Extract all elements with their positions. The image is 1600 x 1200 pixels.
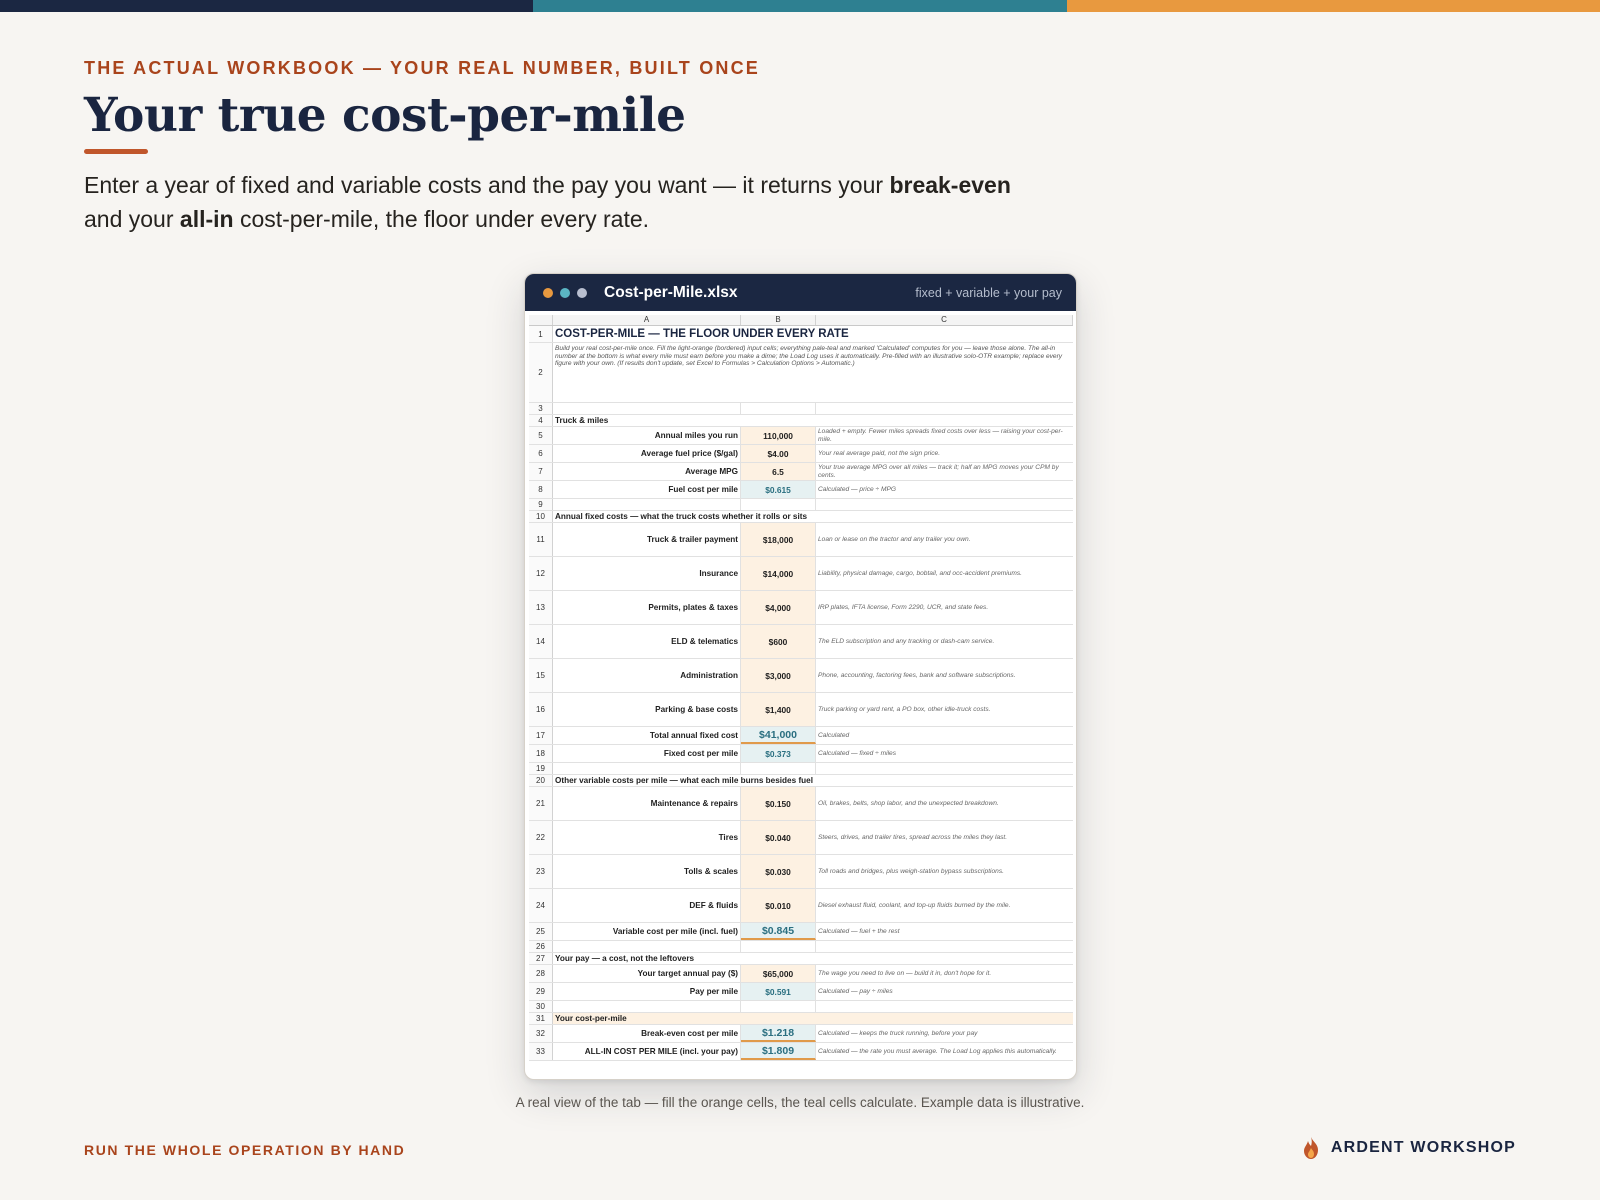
table-row <box>529 591 1073 625</box>
table-row <box>529 659 1073 693</box>
input-cell[interactable]: $0.030 <box>741 855 816 888</box>
row-label[interactable]: ALL-IN COST PER MILE (incl. your pay) <box>553 1043 741 1060</box>
empty-cell[interactable] <box>816 763 1073 774</box>
row-number: 8 <box>529 481 553 498</box>
blank-row <box>529 403 1073 415</box>
section-label[interactable]: Your cost-per-mile <box>553 1013 1073 1024</box>
input-cell[interactable]: $65,000 <box>741 965 816 982</box>
blank-row <box>529 499 1073 511</box>
table-row <box>529 727 1073 745</box>
calculated-cell[interactable]: $0.845 <box>741 923 816 940</box>
empty-cell[interactable] <box>741 403 816 414</box>
top-color-bar <box>0 0 1600 12</box>
row-number: 1 <box>529 326 553 342</box>
row-number: 7 <box>529 463 553 480</box>
column-header-corner <box>529 315 553 325</box>
column-header-row <box>529 315 1073 326</box>
row-note[interactable]: Liability, physical damage, cargo, bobtail, and occ-accident premiums. <box>818 569 1023 577</box>
brand-name: ARDENT WORKSHOP <box>1330 1139 1516 1156</box>
window-dot-orange-icon <box>543 288 553 298</box>
row-note[interactable]: Steers, drives, and trailer tires, spread across the miles they last. <box>818 833 1008 841</box>
table-row <box>529 1025 1073 1043</box>
row-note[interactable]: The ELD subscription and any tracking or dash-cam service. <box>818 637 995 645</box>
row-number: 27 <box>529 953 553 964</box>
empty-cell[interactable] <box>553 499 741 510</box>
table-row <box>529 923 1073 941</box>
row-number: 26 <box>529 941 553 952</box>
empty-cell[interactable] <box>816 1001 1073 1012</box>
calculated-cell[interactable]: $0.591 <box>741 983 816 1000</box>
row-number: 18 <box>529 745 553 762</box>
row-number: 28 <box>529 965 553 982</box>
row-note[interactable]: IRP plates, IFTA license, Form 2290, UCR, and state fees. <box>818 603 989 611</box>
empty-cell[interactable] <box>741 499 816 510</box>
sheet-description[interactable]: Build your real cost-per-mile once. Fill the light-orange (bordered) input cells; everything pale-teal and marked 'Calculated' computes for you — leave those alone. The all-in number at the bottom is what every mile must earn before you make a dime; the Load Log uses it automatically. Pre-filled with an illustrative solo-OTR example; replace every figure with your own. (If results don't update, set Excel to Formulas > Calculation Options > Automatic.) <box>555 345 1063 368</box>
table-row <box>529 523 1073 557</box>
lede-bold-breakeven: break-even <box>889 172 1011 198</box>
page-title: Your true cost-per-mile <box>84 88 686 143</box>
sheet-title[interactable]: COST-PER-MILE — THE FLOOR UNDER EVERY RATE <box>555 328 849 340</box>
row-note[interactable]: Calculated — price ÷ MPG <box>818 485 897 493</box>
table-row <box>529 787 1073 821</box>
row-label[interactable]: Truck & trailer payment <box>553 523 741 556</box>
row-label[interactable]: Administration <box>553 659 741 692</box>
table-row <box>529 745 1073 763</box>
row-number: 17 <box>529 727 553 744</box>
row-note[interactable]: Loaded + empty. Fewer miles spreads fixed costs over less — raising your cost-per-mile. <box>818 428 1063 443</box>
row-number: 9 <box>529 499 553 510</box>
flame-icon <box>1301 1136 1321 1160</box>
row-label[interactable]: Maintenance & repairs <box>553 787 741 820</box>
input-cell[interactable]: $3,000 <box>741 659 816 692</box>
row-number: 21 <box>529 787 553 820</box>
row-note[interactable]: Your real average paid, not the sign price. <box>818 449 941 457</box>
row-label[interactable]: Tolls & scales <box>553 855 741 888</box>
row-label[interactable]: Parking & base costs <box>553 693 741 726</box>
row-label[interactable]: Pay per mile <box>553 983 741 1000</box>
table-row <box>529 557 1073 591</box>
row-label[interactable]: Average MPG <box>553 463 741 480</box>
row-note[interactable]: Loan or lease on the tractor and any trailer you own. <box>818 535 971 543</box>
row-number: 29 <box>529 983 553 1000</box>
row-number: 4 <box>529 415 553 426</box>
row-label[interactable]: DEF & fluids <box>553 889 741 922</box>
footer-tagline: RUN THE WHOLE OPERATION BY HAND <box>84 1142 406 1158</box>
section-row <box>529 775 1073 787</box>
top-bar-navy <box>0 0 533 12</box>
row-label[interactable]: Total annual fixed cost <box>553 727 741 744</box>
row-note[interactable]: Calculated — the rate you must average. The Load Log applies this automatically. <box>818 1047 1057 1055</box>
empty-cell[interactable] <box>553 763 741 774</box>
input-cell[interactable]: $1,400 <box>741 693 816 726</box>
window-filename: Cost-per-Mile.xlsx <box>604 283 738 301</box>
row-number: 13 <box>529 591 553 624</box>
row-number: 12 <box>529 557 553 590</box>
title-underline <box>84 149 148 154</box>
calculated-cell[interactable]: $1.809 <box>741 1043 816 1060</box>
empty-cell[interactable] <box>816 941 1073 952</box>
input-cell[interactable]: $0.040 <box>741 821 816 854</box>
row-number: 22 <box>529 821 553 854</box>
row-number: 24 <box>529 889 553 922</box>
window-dot-teal-icon <box>560 288 570 298</box>
blank-row <box>529 941 1073 953</box>
row-number: 6 <box>529 445 553 462</box>
section-label[interactable]: Annual fixed costs — what the truck costs whether it rolls or sits <box>555 512 808 521</box>
table-row <box>529 983 1073 1001</box>
row-note[interactable]: Calculated — fuel + the rest <box>818 927 900 935</box>
row-note[interactable]: Toll roads and bridges, plus weigh-station bypass subscriptions. <box>818 867 1004 875</box>
row-note[interactable]: Your true average MPG over all miles — track it; half an MPG moves your CPM by cents. <box>818 464 1059 479</box>
calculated-cell[interactable]: $0.615 <box>741 481 816 498</box>
row-note[interactable]: The wage you need to live on — build it in, don't hope for it. <box>818 969 992 977</box>
input-cell[interactable]: $14,000 <box>741 557 816 590</box>
input-cell[interactable]: 6.5 <box>741 463 816 480</box>
row-number: 19 <box>529 763 553 774</box>
lede <box>84 168 1044 236</box>
table-row <box>529 445 1073 463</box>
row-note[interactable]: Oil, brakes, belts, shop labor, and the unexpected breakdown. <box>818 799 999 807</box>
calculated-cell[interactable]: $0.373 <box>741 745 816 762</box>
input-cell[interactable]: $0.150 <box>741 787 816 820</box>
row-number: 10 <box>529 511 553 522</box>
input-cell[interactable]: $0.010 <box>741 889 816 922</box>
table-row <box>529 625 1073 659</box>
row-note[interactable]: Calculated — fixed ÷ miles <box>818 749 897 757</box>
row-number: 31 <box>529 1013 553 1024</box>
input-cell[interactable]: 110,000 <box>741 427 816 444</box>
row-label[interactable]: Insurance <box>553 557 741 590</box>
section-label[interactable]: Truck & miles <box>555 416 609 425</box>
empty-cell[interactable] <box>816 499 1073 510</box>
row-label[interactable]: ELD & telematics <box>553 625 741 658</box>
input-cell[interactable]: $4,000 <box>741 591 816 624</box>
column-header-a[interactable]: A <box>553 315 741 325</box>
row-number: 23 <box>529 855 553 888</box>
row-number: 32 <box>529 1025 553 1042</box>
section-row <box>529 1013 1073 1025</box>
empty-cell[interactable] <box>553 403 741 414</box>
input-cell[interactable]: $600 <box>741 625 816 658</box>
sheet-grid <box>529 315 1073 1061</box>
footer-brand <box>1301 1136 1516 1160</box>
row-number: 16 <box>529 693 553 726</box>
row-number: 2 <box>529 343 553 402</box>
row-note[interactable]: Truck parking or yard rent, a PO box, other idle-truck costs. <box>818 705 991 713</box>
row-number: 30 <box>529 1001 553 1012</box>
lede-part-1: Enter a year of fixed and variable costs and the pay you want — it returns your <box>84 172 890 198</box>
lede-part-3: cost-per-mile, the floor under every rate. <box>233 206 650 232</box>
row-note[interactable]: Diesel exhaust fluid, coolant, and top-up fluids burned by the mile. <box>818 901 1011 909</box>
blank-row <box>529 763 1073 775</box>
input-cell[interactable]: $18,000 <box>741 523 816 556</box>
empty-cell[interactable] <box>741 941 816 952</box>
row-number: 33 <box>529 1043 553 1060</box>
section-row <box>529 953 1073 965</box>
table-row <box>529 821 1073 855</box>
row-number: 3 <box>529 403 553 414</box>
row-number: 15 <box>529 659 553 692</box>
table-row <box>529 427 1073 445</box>
row-note[interactable]: Calculated <box>818 731 850 739</box>
sheet-title-row <box>529 326 1073 343</box>
table-row <box>529 693 1073 727</box>
input-cell[interactable]: $4.00 <box>741 445 816 462</box>
sheet-description-row <box>529 343 1073 403</box>
row-number: 25 <box>529 923 553 940</box>
table-row <box>529 965 1073 983</box>
section-row <box>529 415 1073 427</box>
window-tag: fixed + variable + your pay <box>915 285 1062 300</box>
row-label[interactable]: Variable cost per mile (incl. fuel) <box>553 923 741 940</box>
calculated-cell[interactable]: $41,000 <box>741 727 816 744</box>
calculated-cell[interactable]: $1.218 <box>741 1025 816 1042</box>
eyebrow: THE ACTUAL WORKBOOK — YOUR REAL NUMBER, BUILT ONCE <box>84 58 760 78</box>
row-label[interactable]: Fixed cost per mile <box>553 745 741 762</box>
row-note[interactable]: Phone, accounting, factoring fees, bank and software subscriptions. <box>818 671 1016 679</box>
row-label[interactable]: Fuel cost per mile <box>553 481 741 498</box>
table-row <box>529 463 1073 481</box>
blank-row <box>529 1001 1073 1013</box>
top-bar-orange <box>1067 0 1600 12</box>
empty-cell[interactable] <box>741 1001 816 1012</box>
section-row <box>529 511 1073 523</box>
table-row <box>529 889 1073 923</box>
section-label[interactable]: Your pay — a cost, not the leftovers <box>555 954 695 963</box>
row-number: 5 <box>529 427 553 444</box>
column-header-c[interactable]: C <box>816 315 1073 325</box>
table-row <box>529 481 1073 499</box>
table-row <box>529 1043 1073 1061</box>
top-bar-teal <box>533 0 1066 12</box>
empty-cell[interactable] <box>741 763 816 774</box>
empty-cell[interactable] <box>553 941 741 952</box>
row-note[interactable]: Calculated — keeps the truck running, before your pay <box>818 1029 978 1037</box>
caption: A real view of the tab — fill the orange cells, the teal cells calculate. Example data is illustrative. <box>515 1095 1085 1110</box>
section-label[interactable]: Other variable costs per mile — what each mile burns besides fuel <box>555 776 813 785</box>
row-label[interactable]: Tires <box>553 821 741 854</box>
row-number: 14 <box>529 625 553 658</box>
row-label[interactable]: Permits, plates & taxes <box>553 591 741 624</box>
row-note[interactable]: Calculated — pay ÷ miles <box>818 987 893 995</box>
row-number: 11 <box>529 523 553 556</box>
lede-part-2: and your <box>84 206 180 232</box>
row-label[interactable]: Your target annual pay ($) <box>553 965 741 982</box>
lede-bold-allin: all-in <box>179 206 234 232</box>
sheet-rows <box>529 403 1073 1061</box>
empty-cell[interactable] <box>816 403 1073 414</box>
row-label[interactable]: Average fuel price ($/gal) <box>553 445 741 462</box>
window-dot-grey-icon <box>577 288 587 298</box>
spreadsheet-window <box>524 273 1077 1080</box>
row-number: 20 <box>529 775 553 786</box>
row-label[interactable]: Break-even cost per mile <box>553 1025 741 1042</box>
window-titlebar <box>525 274 1076 311</box>
row-label[interactable]: Annual miles you run <box>553 427 741 444</box>
table-row <box>529 855 1073 889</box>
empty-cell[interactable] <box>553 1001 741 1012</box>
column-header-b[interactable]: B <box>741 315 816 325</box>
